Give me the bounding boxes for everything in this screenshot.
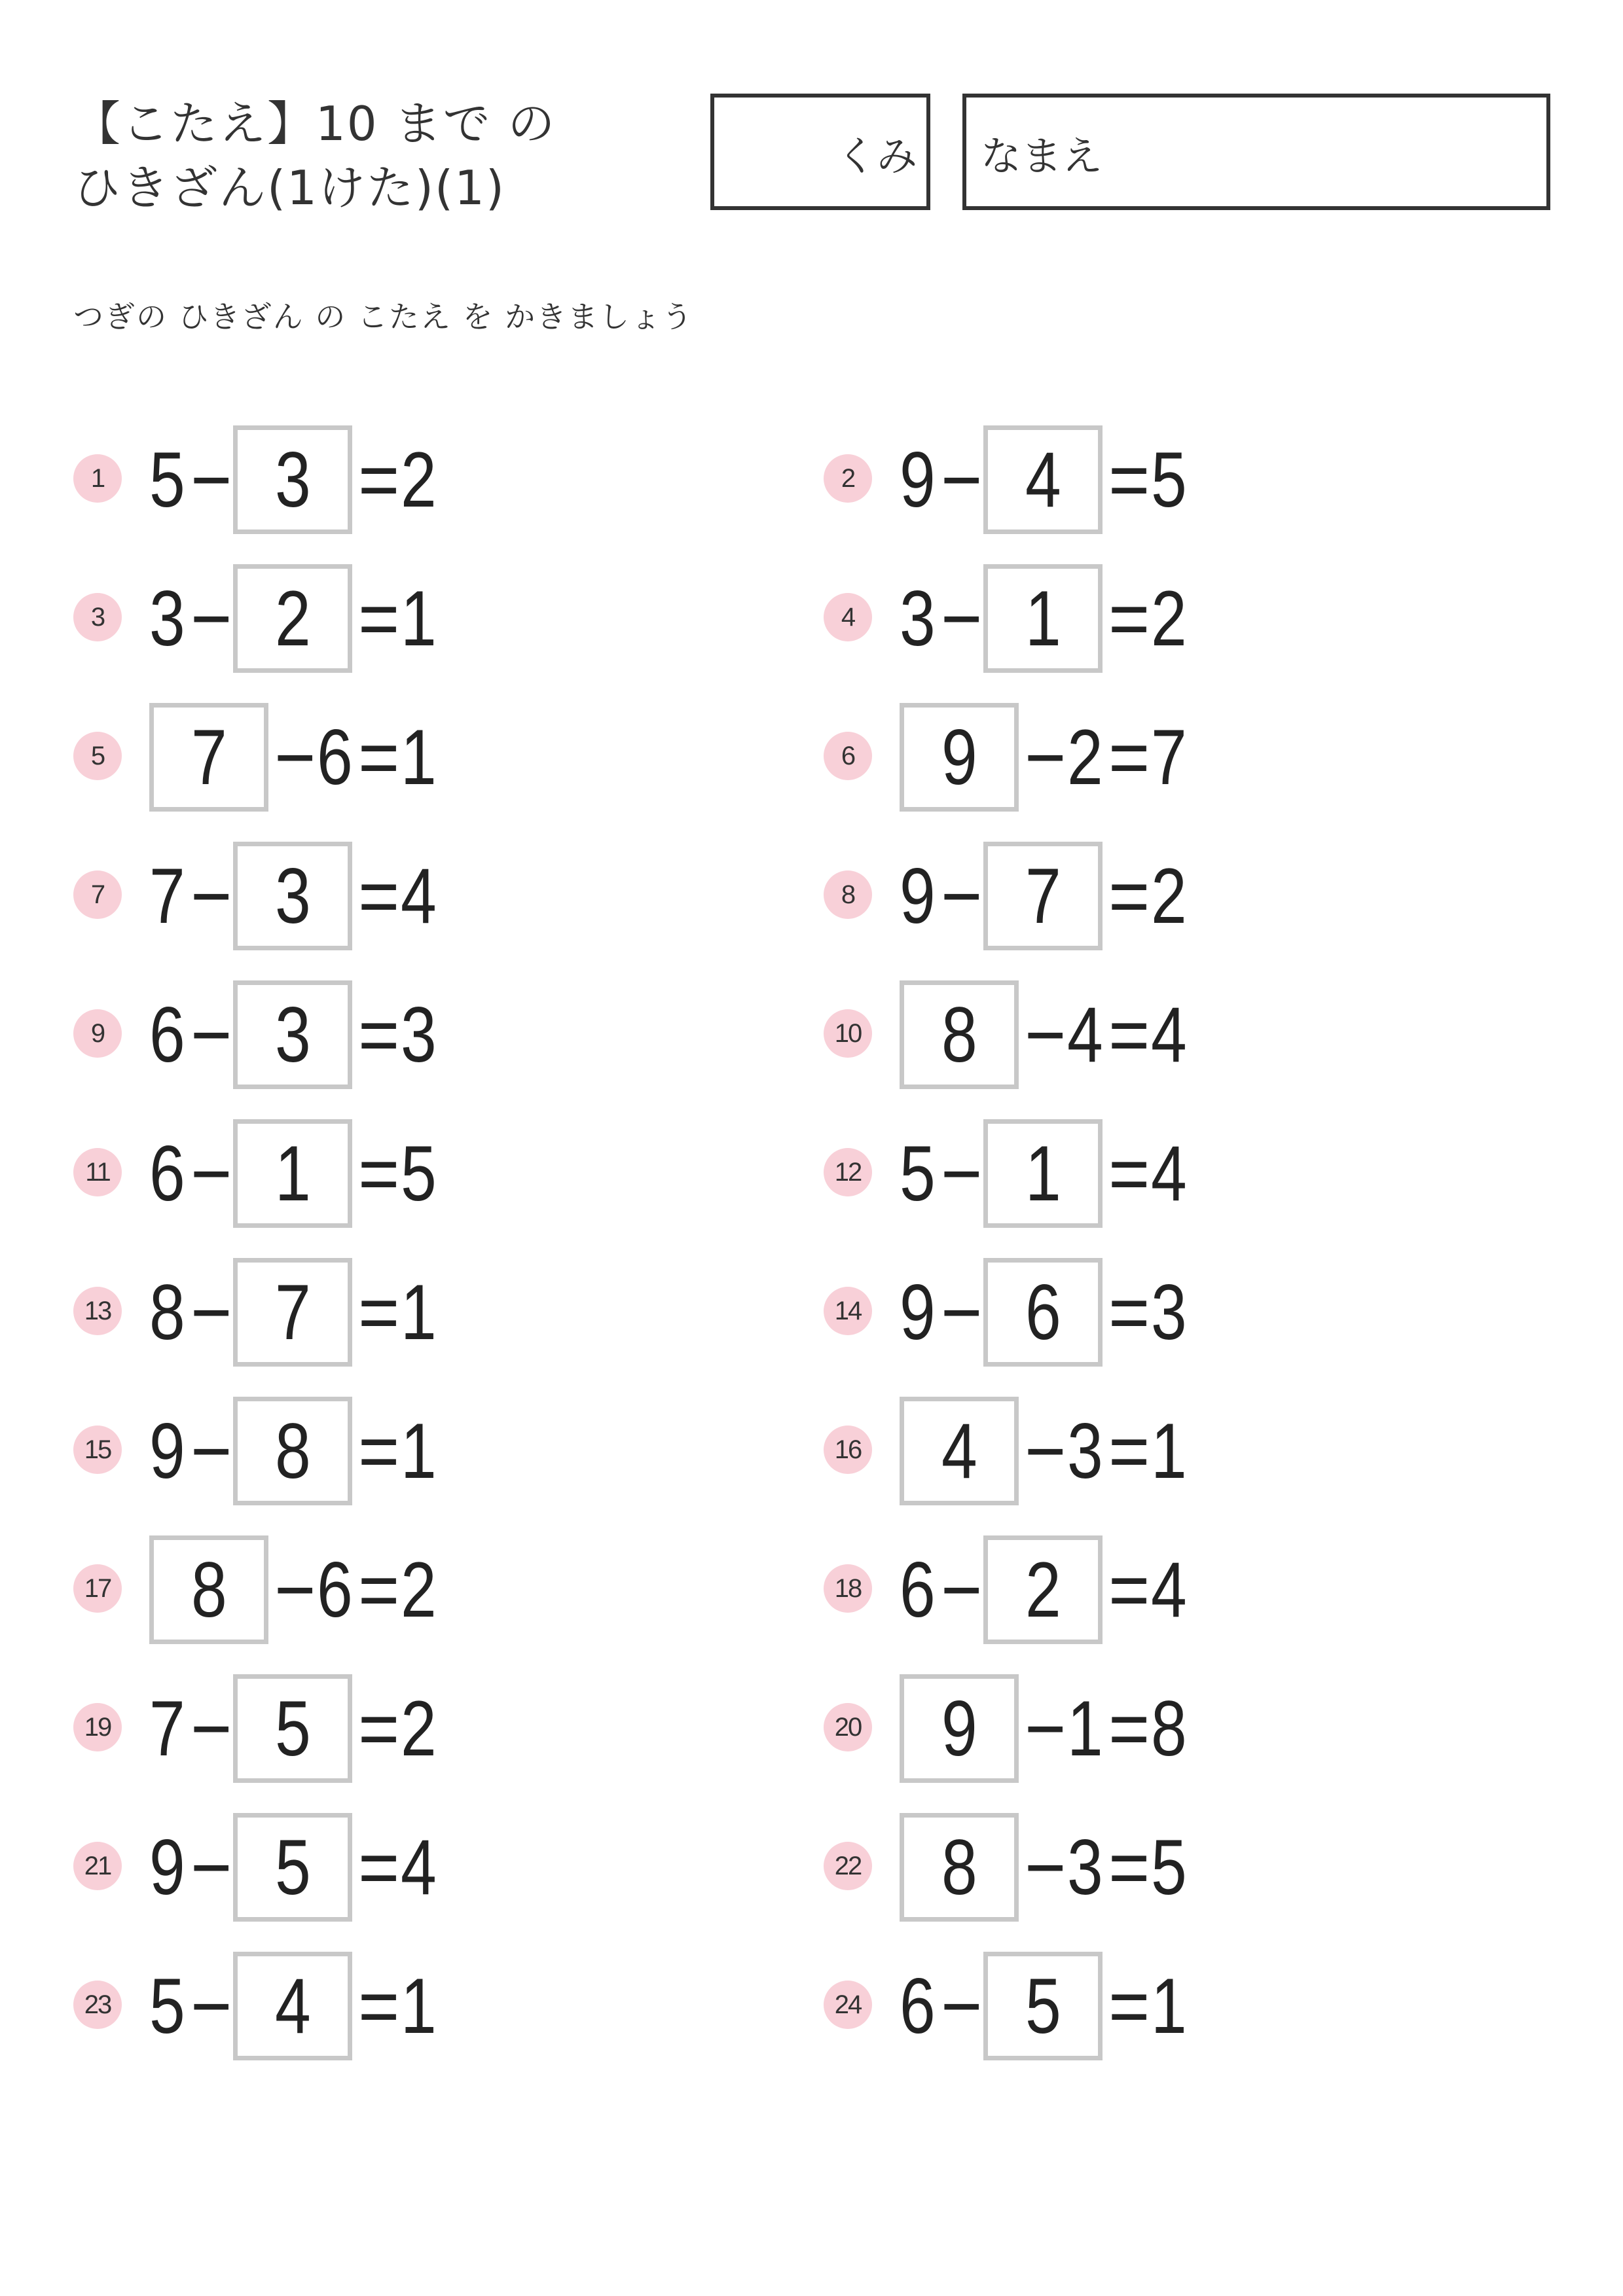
equation xyxy=(145,1119,440,1228)
problem-14 xyxy=(824,1258,1478,1367)
equals-sign: = xyxy=(358,1685,400,1772)
problem-11 xyxy=(73,1119,728,1228)
equals-sign: = xyxy=(1108,436,1150,524)
number: 2 xyxy=(400,1685,437,1772)
answer-box[interactable] xyxy=(900,703,1019,812)
minus-sign: − xyxy=(191,1407,232,1495)
problem-17 xyxy=(73,1535,728,1644)
minus-sign: − xyxy=(191,991,232,1079)
equals-sign: = xyxy=(358,1962,400,2050)
problem-number-badge: 16 xyxy=(824,1426,872,1474)
equals-sign: = xyxy=(358,1407,400,1495)
answer-value: 1 xyxy=(274,1130,311,1217)
number: 4 xyxy=(1067,991,1103,1079)
number: 5 xyxy=(899,1130,936,1217)
equation xyxy=(145,1258,440,1367)
problem-number-badge: 12 xyxy=(824,1148,872,1196)
answer-box[interactable] xyxy=(233,1258,352,1367)
number: 1 xyxy=(400,1407,437,1495)
equation xyxy=(896,425,1190,534)
answer-box[interactable] xyxy=(149,703,268,812)
number: 4 xyxy=(400,1823,437,1911)
instruction-text: つぎの ひきざん の こたえ を かきましょう xyxy=(73,299,694,334)
problem-number-badge: 22 xyxy=(824,1842,872,1890)
number: 5 xyxy=(1150,1823,1187,1911)
equation xyxy=(145,425,440,534)
answer-value: 5 xyxy=(274,1685,311,1772)
minus-sign: − xyxy=(274,1546,316,1634)
equals-sign: = xyxy=(1108,1268,1150,1356)
answer-box[interactable] xyxy=(233,1119,352,1228)
name-label: なまえ xyxy=(981,132,1103,180)
answer-value: 1 xyxy=(1025,1130,1061,1217)
number: 2 xyxy=(400,1546,437,1634)
equation xyxy=(145,1813,440,1922)
minus-sign: − xyxy=(191,1268,232,1356)
minus-sign: − xyxy=(191,1962,232,2050)
problem-number-badge: 13 xyxy=(73,1287,122,1335)
minus-sign: − xyxy=(1025,991,1067,1079)
problem-23 xyxy=(73,1952,728,2060)
problem-20 xyxy=(824,1674,1478,1783)
problem-2 xyxy=(824,425,1478,534)
equals-sign: = xyxy=(1108,1685,1150,1772)
answer-value: 8 xyxy=(191,1546,227,1634)
answer-value: 8 xyxy=(941,1823,977,1911)
problem-number-badge: 24 xyxy=(824,1981,872,2029)
minus-sign: − xyxy=(1025,1823,1067,1911)
problem-number-badge: 9 xyxy=(73,1009,122,1058)
problem-number-badge: 11 xyxy=(73,1148,122,1196)
problem-5 xyxy=(73,703,728,812)
number: 4 xyxy=(1150,1130,1187,1217)
minus-sign: − xyxy=(191,1685,232,1772)
answer-value: 9 xyxy=(941,713,977,801)
number: 6 xyxy=(899,1962,936,2050)
equation xyxy=(896,1258,1190,1367)
problem-number-badge: 3 xyxy=(73,593,122,641)
number: 8 xyxy=(1150,1685,1187,1772)
answer-box[interactable] xyxy=(900,1813,1019,1922)
answer-box[interactable] xyxy=(983,1119,1103,1228)
equation xyxy=(896,703,1190,812)
equation xyxy=(145,1397,440,1505)
title-line-2: ひきざん(1けた)(1) xyxy=(73,160,505,215)
number: 7 xyxy=(149,1685,185,1772)
number: 9 xyxy=(149,1823,185,1911)
equals-sign: = xyxy=(358,1546,400,1634)
number: 3 xyxy=(1067,1407,1103,1495)
answer-value: 4 xyxy=(1025,436,1061,524)
number: 2 xyxy=(1150,575,1187,662)
answer-box[interactable] xyxy=(983,842,1103,950)
number: 5 xyxy=(400,1130,437,1217)
equation xyxy=(896,1119,1190,1228)
number: 3 xyxy=(149,575,185,662)
equals-sign: = xyxy=(1108,1823,1150,1911)
equation xyxy=(896,564,1190,673)
answer-value: 8 xyxy=(274,1407,311,1495)
problem-number-badge: 7 xyxy=(73,870,122,919)
answer-box[interactable] xyxy=(233,1674,352,1783)
number: 9 xyxy=(899,1268,936,1356)
number: 7 xyxy=(1150,713,1187,801)
number: 1 xyxy=(400,713,437,801)
equation xyxy=(145,703,440,812)
number: 9 xyxy=(899,436,936,524)
answer-value: 9 xyxy=(941,1685,977,1772)
problem-1 xyxy=(73,425,728,534)
equation xyxy=(145,1535,440,1644)
equation xyxy=(145,1952,440,2060)
equals-sign: = xyxy=(358,575,400,662)
number: 1 xyxy=(1150,1962,1187,2050)
problem-18 xyxy=(824,1535,1478,1644)
answer-value: 7 xyxy=(274,1268,311,1356)
answer-value: 7 xyxy=(191,713,227,801)
problem-number-badge: 14 xyxy=(824,1287,872,1335)
minus-sign: − xyxy=(274,713,316,801)
number: 1 xyxy=(1067,1685,1103,1772)
equals-sign: = xyxy=(1108,991,1150,1079)
equation xyxy=(145,1674,440,1783)
number: 3 xyxy=(899,575,936,662)
problem-number-badge: 6 xyxy=(824,732,872,780)
problem-13 xyxy=(73,1258,728,1367)
answer-box[interactable] xyxy=(233,425,352,534)
number: 8 xyxy=(149,1268,185,1356)
number: 6 xyxy=(316,1546,353,1634)
answer-box[interactable] xyxy=(983,425,1103,534)
number: 5 xyxy=(149,436,185,524)
minus-sign: − xyxy=(941,1962,983,2050)
equation xyxy=(896,1535,1190,1644)
number: 3 xyxy=(1067,1823,1103,1911)
minus-sign: − xyxy=(941,852,983,940)
equation xyxy=(896,1397,1190,1505)
equation xyxy=(896,1674,1190,1783)
problem-12 xyxy=(824,1119,1478,1228)
minus-sign: − xyxy=(941,1130,983,1217)
equals-sign: = xyxy=(358,436,400,524)
minus-sign: − xyxy=(191,575,232,662)
answer-box[interactable] xyxy=(233,980,352,1089)
answer-box[interactable] xyxy=(149,1535,268,1644)
equation xyxy=(896,1952,1190,2060)
problem-number-badge: 18 xyxy=(824,1564,872,1613)
number: 2 xyxy=(1150,852,1187,940)
problem-21 xyxy=(73,1813,728,1922)
answer-box[interactable] xyxy=(233,564,352,673)
equals-sign: = xyxy=(1108,1962,1150,2050)
minus-sign: − xyxy=(1025,1685,1067,1772)
answer-value: 3 xyxy=(274,436,311,524)
number: 4 xyxy=(1150,1546,1187,1634)
number: 6 xyxy=(149,1130,185,1217)
equals-sign: = xyxy=(1108,852,1150,940)
equation xyxy=(145,980,440,1089)
problem-9 xyxy=(73,980,728,1089)
answer-box[interactable] xyxy=(233,1813,352,1922)
problem-8 xyxy=(824,842,1478,950)
problem-number-badge: 1 xyxy=(73,454,122,503)
problem-19 xyxy=(73,1674,728,1783)
equals-sign: = xyxy=(358,1823,400,1911)
problem-number-badge: 23 xyxy=(73,1981,122,2029)
problem-6 xyxy=(824,703,1478,812)
answer-box[interactable] xyxy=(900,1397,1019,1505)
answer-box[interactable] xyxy=(900,1674,1019,1783)
minus-sign: − xyxy=(191,852,232,940)
equals-sign: = xyxy=(358,991,400,1079)
problem-24 xyxy=(824,1952,1478,2060)
equals-sign: = xyxy=(358,852,400,940)
problem-15 xyxy=(73,1397,728,1505)
answer-value: 6 xyxy=(1025,1268,1061,1356)
minus-sign: − xyxy=(941,1268,983,1356)
answer-box[interactable] xyxy=(983,564,1103,673)
problem-16 xyxy=(824,1397,1478,1505)
answer-value: 2 xyxy=(1025,1546,1061,1634)
number: 9 xyxy=(899,852,936,940)
answer-value: 2 xyxy=(274,575,311,662)
minus-sign: − xyxy=(1025,713,1067,801)
equation xyxy=(145,842,440,950)
problem-3 xyxy=(73,564,728,673)
problem-4 xyxy=(824,564,1478,673)
equals-sign: = xyxy=(358,1268,400,1356)
problem-7 xyxy=(73,842,728,950)
number: 1 xyxy=(1150,1407,1187,1495)
number: 4 xyxy=(1150,991,1187,1079)
answer-value: 5 xyxy=(274,1823,311,1911)
equals-sign: = xyxy=(1108,1130,1150,1217)
equals-sign: = xyxy=(358,713,400,801)
answer-box[interactable] xyxy=(983,1952,1103,2060)
minus-sign: − xyxy=(191,1823,232,1911)
problem-number-badge: 19 xyxy=(73,1703,122,1751)
number: 2 xyxy=(1067,713,1103,801)
answer-value: 3 xyxy=(274,991,311,1079)
equation xyxy=(896,1813,1190,1922)
number: 5 xyxy=(149,1962,185,2050)
number: 3 xyxy=(400,991,437,1079)
number: 6 xyxy=(899,1546,936,1634)
equals-sign: = xyxy=(358,1130,400,1217)
minus-sign: − xyxy=(1025,1407,1067,1495)
number: 6 xyxy=(316,713,353,801)
number: 6 xyxy=(149,991,185,1079)
problem-number-badge: 8 xyxy=(824,870,872,919)
number: 1 xyxy=(400,1962,437,2050)
number: 7 xyxy=(149,852,185,940)
number: 2 xyxy=(400,436,437,524)
answer-value: 5 xyxy=(1025,1962,1061,2050)
number: 3 xyxy=(1150,1268,1187,1356)
answer-box[interactable] xyxy=(983,1258,1103,1367)
number: 9 xyxy=(149,1407,185,1495)
problem-number-badge: 2 xyxy=(824,454,872,503)
minus-sign: − xyxy=(191,1130,232,1217)
equals-sign: = xyxy=(1108,1546,1150,1634)
answer-box[interactable] xyxy=(900,980,1019,1089)
answer-value: 1 xyxy=(1025,575,1061,662)
problem-10 xyxy=(824,980,1478,1089)
problem-number-badge: 21 xyxy=(73,1842,122,1890)
title-line-1: 【こたえ】10 まで の xyxy=(73,96,556,151)
minus-sign: − xyxy=(941,436,983,524)
problem-number-badge: 5 xyxy=(73,732,122,780)
equals-sign: = xyxy=(1108,713,1150,801)
answer-value: 4 xyxy=(941,1407,977,1495)
problem-22 xyxy=(824,1813,1478,1922)
equation xyxy=(145,564,440,673)
equation xyxy=(896,842,1190,950)
answer-box[interactable] xyxy=(233,1952,352,2060)
equals-sign: = xyxy=(1108,1407,1150,1495)
problem-number-badge: 10 xyxy=(824,1009,872,1058)
equals-sign: = xyxy=(1108,575,1150,662)
answer-box[interactable] xyxy=(233,842,352,950)
problem-number-badge: 4 xyxy=(824,593,872,641)
problem-number-badge: 17 xyxy=(73,1564,122,1613)
minus-sign: − xyxy=(191,436,232,524)
problem-number-badge: 20 xyxy=(824,1703,872,1751)
number: 4 xyxy=(400,852,437,940)
number: 5 xyxy=(1150,436,1187,524)
answer-value: 3 xyxy=(274,852,311,940)
answer-box[interactable] xyxy=(233,1397,352,1505)
answer-value: 4 xyxy=(274,1962,311,2050)
number: 1 xyxy=(400,1268,437,1356)
problem-number-badge: 15 xyxy=(73,1426,122,1474)
answer-box[interactable] xyxy=(983,1535,1103,1644)
answer-value: 8 xyxy=(941,991,977,1079)
minus-sign: − xyxy=(941,1546,983,1634)
equation xyxy=(896,980,1190,1089)
minus-sign: − xyxy=(941,575,983,662)
number: 1 xyxy=(400,575,437,662)
class-label: くみ xyxy=(835,132,917,180)
answer-value: 7 xyxy=(1025,852,1061,940)
